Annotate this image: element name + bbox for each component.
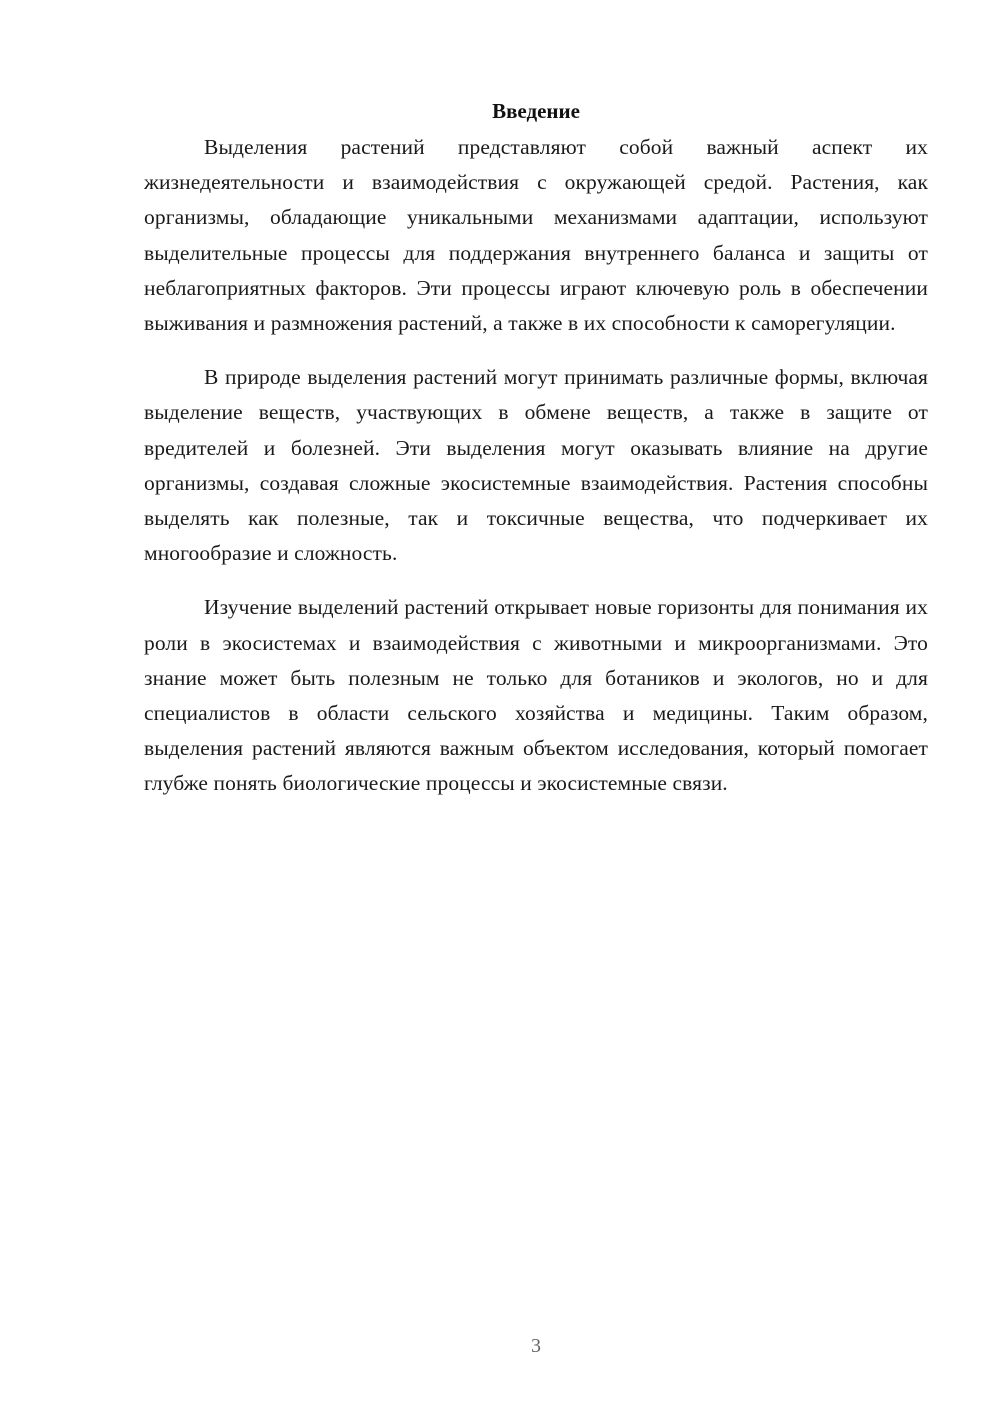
paragraph-3: Изучение выделений растений открывает новые горизонты для понимания их роли в экосистемах и взаимодействия с животными и микроорганизмами. Это знание может быть полезным не только для ботаников и экологов, но и для специалистов в области сельского хозяйства и медицины. Таким образом, выделения растений являются важным объектом исследования, который помогает глубже понять биологические процессы и экосистемные связи. xyxy=(144,595,928,796)
page-content xyxy=(144,96,928,821)
paragraph-2: В природе выделения растений могут принимать различные формы, включая выделение веществ, участвующих в обмене веществ, а также в защите от вредителей и болезней. Эти выделения могут оказывать влияние на другие организмы, создавая сложные экосистемные взаимодействия. Растения способны выделять как полезные, так и токсичные вещества, что подчеркивает их многообразие и сложность. xyxy=(144,365,928,566)
page-number: 3 xyxy=(531,1335,541,1357)
paragraph-1: Выделения растений представляют собой важный аспект их жизнедеятельности и взаимодействия с окружающей средой. Растения, как организмы, обладающие уникальными механизмами адаптации, используют выделительные процессы для поддержания внутреннего баланса и защиты от неблагоприятных факторов. Эти процессы играют ключевую роль в обеспечении выживания и размножения растений, а также в их способности к саморегуляции. xyxy=(144,135,928,336)
section-heading: Введение xyxy=(492,99,580,123)
